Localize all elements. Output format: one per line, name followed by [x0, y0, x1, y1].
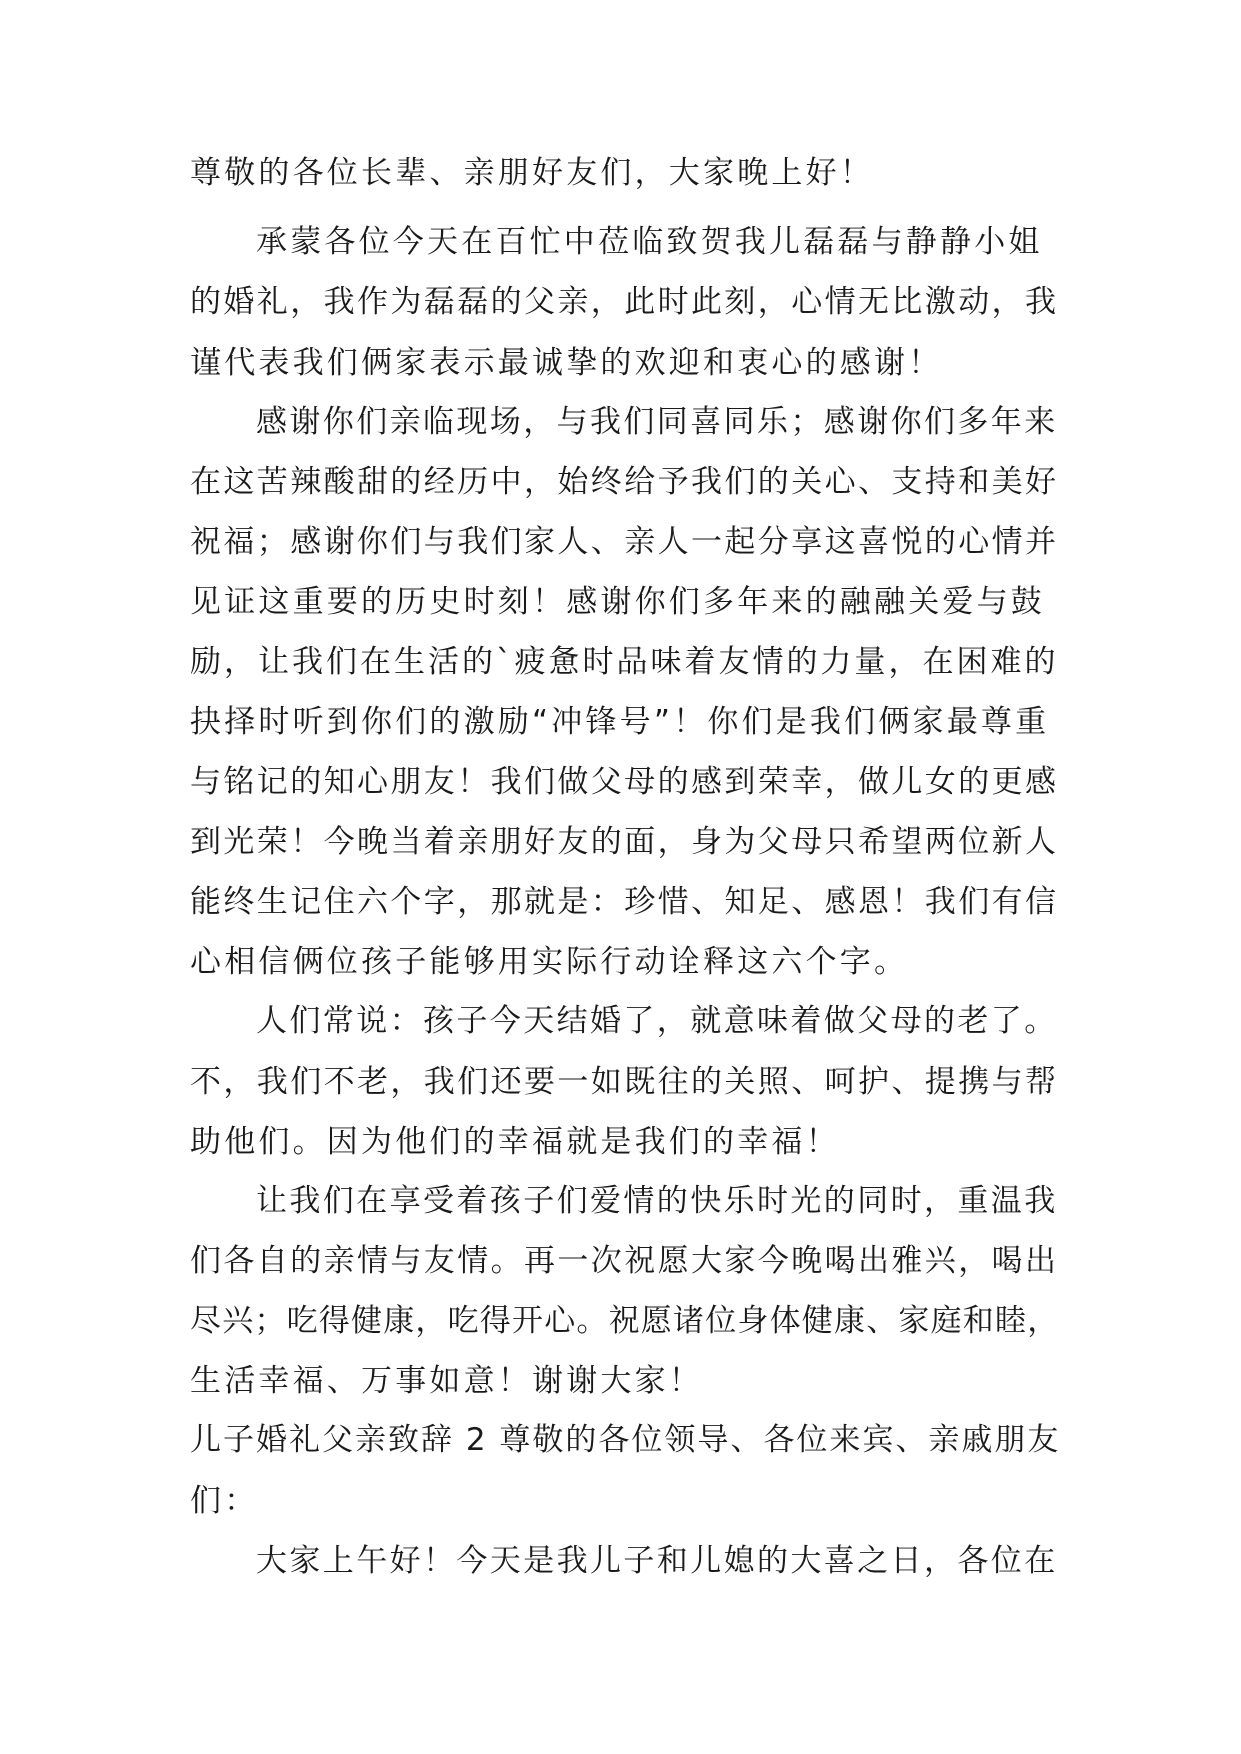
text-line: 们各自的亲情与友情。再一次祝愿大家今晚喝出雅兴，喝出 [190, 1243, 1059, 1279]
text-line: 人们常说：孩子今天结婚了，就意味着做父母的老了。 [256, 1003, 1058, 1039]
text-line: 大家上午好！今天是我儿子和儿媳的大喜之日，各位在 [256, 1543, 1058, 1579]
text-line: 能终生记住六个字，那就是：珍惜、知足、感恩！我们有信 [190, 884, 1059, 920]
text-line: 尊敬的各位长辈、亲朋好友们，大家晚上好！ [190, 155, 874, 191]
text-line: 到光荣！今晚当着亲朋好友的面，身为父母只希望两位新人 [190, 824, 1059, 860]
text-line: 与铭记的知心朋友！我们做父母的感到荣幸，做儿女的更感 [190, 764, 1059, 800]
text-line: 在这苦辣酸甜的经历中，始终给予我们的关心、支持和美好 [190, 464, 1059, 500]
text-line: 励，让我们在生活的`疲惫时品味着友情的力量，在困难的 [190, 644, 1059, 680]
text-line: 心相信俩位孩子能够用实际行动诠释这六个字。 [190, 944, 909, 980]
text-line: 助他们。因为他们的幸福就是我们的幸福！ [190, 1124, 840, 1160]
text-line: 谨代表我们俩家表示最诚挚的欢迎和衷心的感谢！ [190, 345, 943, 381]
text-line: 儿子婚礼父亲致辞 2 尊敬的各位领导、各位来宾、亲戚朋友 [190, 1422, 1061, 1458]
text-line: 让我们在享受着孩子们爱情的快乐时光的同时，重温我 [256, 1183, 1058, 1219]
text-line: 祝福；感谢你们与我们家人、亲人一起分享这喜悦的心情并 [190, 524, 1059, 560]
text-line: 抉择时听到你们的激励“冲锋号”！你们是我们俩家最尊重 [190, 704, 1050, 740]
text-line: 承蒙各位今天在百忙中莅临致贺我儿磊磊与静静小姐 [256, 224, 1043, 260]
text-line: 见证这重要的历史时刻！感谢你们多年来的融融关爱与鼓 [190, 584, 1045, 620]
text-line: 不，我们不老，我们还要一如既往的关照、呵护、提携与帮 [190, 1064, 1059, 1100]
text-line: 的婚礼，我作为磊磊的父亲，此时此刻，心情无比激动，我 [190, 284, 1059, 320]
text-line: 尽兴；吃得健康，吃得开心。祝愿诸位身体健康、家庭和睦， [190, 1303, 1060, 1339]
text-line: 们： [190, 1483, 259, 1519]
text-line: 生活幸福、万事如意！谢谢大家！ [190, 1363, 703, 1399]
text-line: 感谢你们亲临现场，与我们同喜同乐；感谢你们多年来 [256, 404, 1058, 440]
